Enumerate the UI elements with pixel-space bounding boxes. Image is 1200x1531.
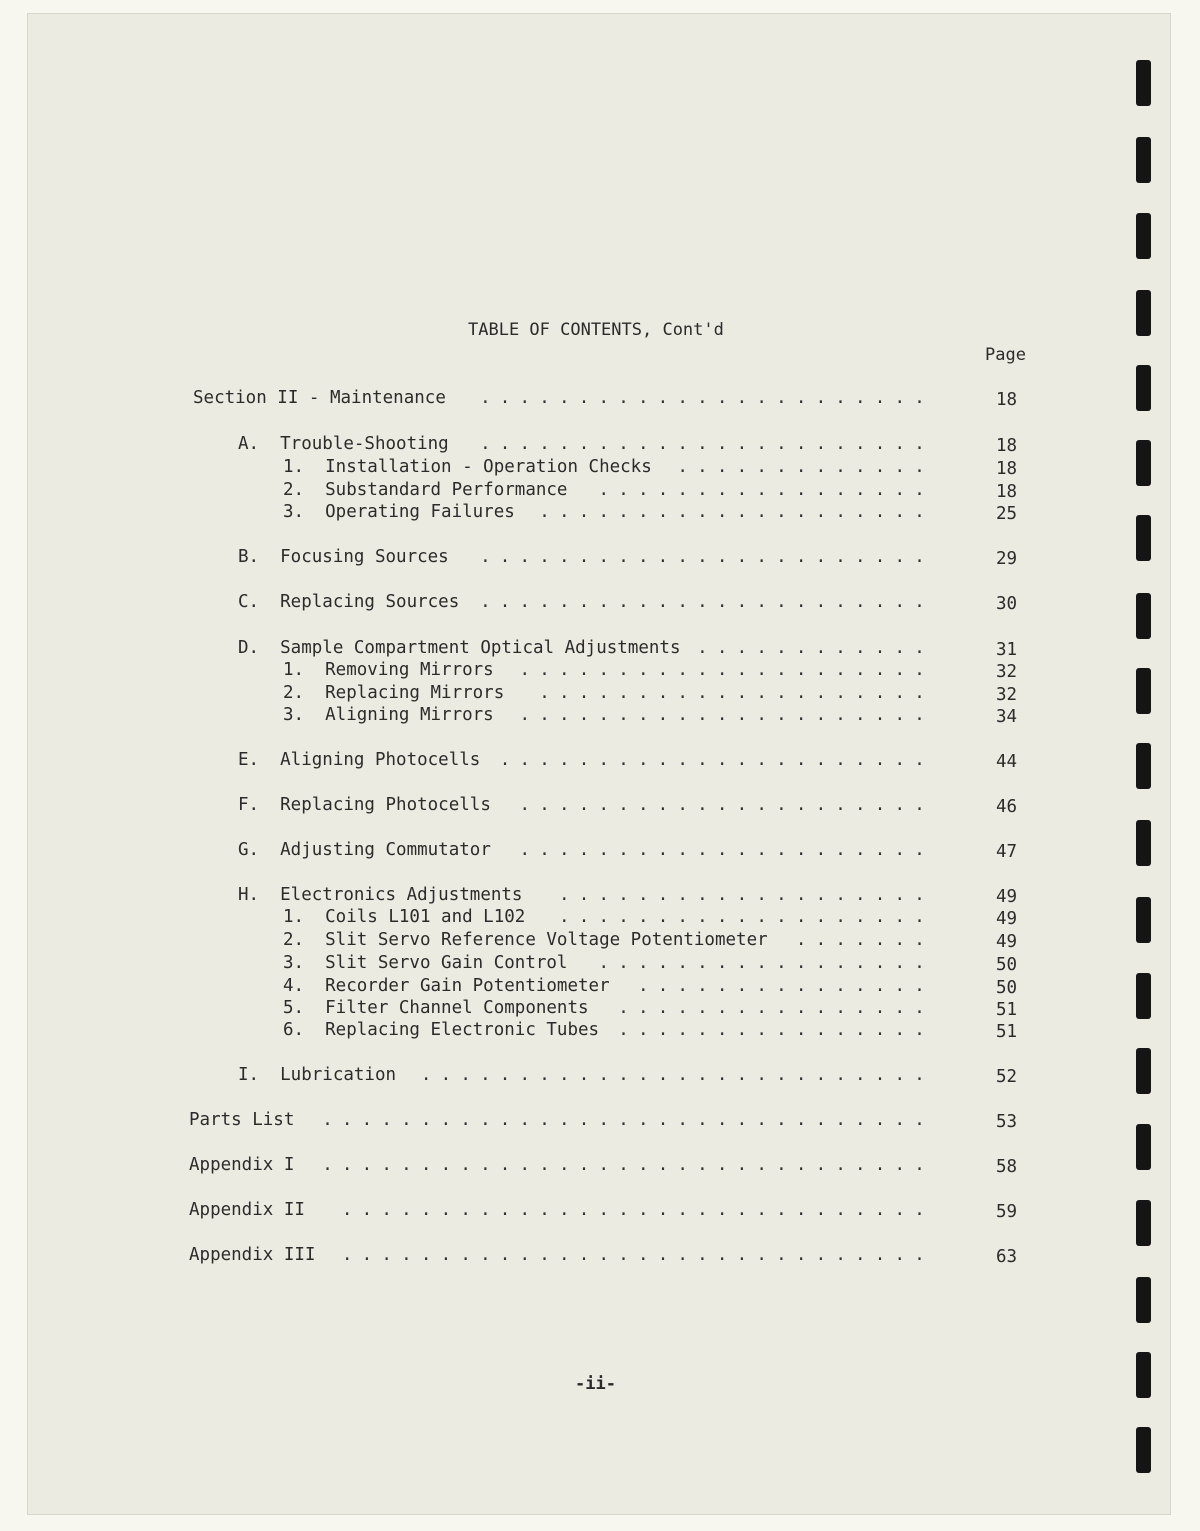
- toc-entry[interactable]: [283, 705, 1000, 729]
- toc-entry[interactable]: [238, 750, 1000, 774]
- toc-entry-page: 49: [996, 887, 1018, 907]
- toc-entry[interactable]: [283, 457, 1000, 481]
- toc-entry-label: B. Focusing Sources: [238, 547, 449, 567]
- toc-entry-page: 63: [996, 1247, 1018, 1267]
- dot-leader: .......................: [480, 592, 934, 612]
- toc-entry-page: 46: [996, 797, 1018, 817]
- dot-leader: .....................: [519, 660, 934, 680]
- dot-leader: .....................: [519, 795, 934, 815]
- dot-leader: ................: [618, 998, 934, 1018]
- toc-entry-label: H. Electronics Adjustments: [238, 885, 523, 905]
- dot-leader: ...............................: [322, 1110, 934, 1130]
- toc-entry[interactable]: [283, 953, 1000, 977]
- dot-leader: ...................: [559, 885, 934, 905]
- toc-entry[interactable]: [238, 638, 1000, 662]
- binder-hole: [1136, 60, 1151, 106]
- toc-entry[interactable]: [283, 907, 1000, 931]
- toc-entry[interactable]: [238, 1065, 1000, 1089]
- toc-entry-label: 1. Removing Mirrors: [283, 660, 494, 680]
- page-title: TABLE OF CONTENTS, Cont'd: [468, 320, 724, 340]
- toc-entry[interactable]: [238, 840, 1000, 864]
- dot-leader: ..........................: [420, 1065, 934, 1085]
- toc-entry[interactable]: [283, 976, 1000, 1000]
- dot-leader: ...............: [637, 976, 934, 996]
- dot-leader: .................: [598, 953, 934, 973]
- dot-leader: ......................: [499, 750, 934, 770]
- binder-hole: [1136, 1124, 1151, 1170]
- toc-entry-label: 1. Installation - Operation Checks: [283, 457, 652, 477]
- dot-leader: .............: [677, 457, 934, 477]
- dot-leader: ................: [618, 1020, 934, 1040]
- binder-hole: [1136, 1352, 1151, 1398]
- dot-leader: ..............................: [341, 1245, 934, 1265]
- toc-entry-page: 44: [996, 752, 1018, 772]
- binder-hole: [1136, 1277, 1151, 1323]
- dot-leader: .................: [598, 480, 934, 500]
- toc-entry-page: 31: [996, 640, 1018, 660]
- binder-hole: [1136, 440, 1151, 486]
- dot-leader: .......................: [480, 388, 934, 408]
- toc-entry[interactable]: [189, 1155, 1000, 1179]
- binder-hole: [1136, 593, 1151, 639]
- page-column-header: Page: [985, 345, 1026, 365]
- toc-entry-page: 18: [996, 482, 1018, 502]
- toc-entry-page: 29: [996, 549, 1018, 569]
- toc-entry[interactable]: [238, 795, 1000, 819]
- toc-entry-page: 32: [996, 662, 1018, 682]
- binder-hole: [1136, 137, 1151, 183]
- toc-entry-page: 50: [996, 955, 1018, 975]
- toc-entry-label: Appendix II: [189, 1200, 305, 1220]
- toc-entry[interactable]: [238, 434, 1000, 458]
- toc-entry-page: 52: [996, 1067, 1018, 1087]
- toc-entry-label: 3. Aligning Mirrors: [283, 705, 494, 725]
- page-number-footer: -ii-: [575, 1374, 616, 1394]
- binder-hole: [1136, 820, 1151, 866]
- toc-entry-page: 51: [996, 1000, 1018, 1020]
- dot-leader: .......: [795, 930, 934, 950]
- dot-leader: ...............................: [322, 1155, 934, 1175]
- toc-entry-label: G. Adjusting Commutator: [238, 840, 491, 860]
- toc-entry-label: 4. Recorder Gain Potentiometer: [283, 976, 610, 996]
- toc-entry-page: 59: [996, 1202, 1018, 1222]
- toc-entry[interactable]: [283, 660, 1000, 684]
- toc-entry-page: 34: [996, 707, 1018, 727]
- toc-entry-label: 2. Slit Servo Reference Voltage Potentiometer: [283, 930, 768, 950]
- dot-leader: .......................: [480, 434, 934, 454]
- toc-entry-page: 53: [996, 1112, 1018, 1132]
- binder-hole: [1136, 743, 1151, 789]
- toc-entry-page: 18: [996, 390, 1018, 410]
- toc-entry-page: 49: [996, 932, 1018, 952]
- toc-entry-label: 5. Filter Channel Components: [283, 998, 589, 1018]
- toc-entry-page: 47: [996, 842, 1018, 862]
- toc-entry-page: 58: [996, 1157, 1018, 1177]
- dot-leader: ....................: [539, 502, 934, 522]
- toc-entry-label: 3. Operating Failures: [283, 502, 515, 522]
- toc-entry-label: 1. Coils L101 and L102: [283, 907, 526, 927]
- toc-entry[interactable]: [283, 998, 1000, 1022]
- toc-entry-label: I. Lubrication: [238, 1065, 397, 1085]
- toc-entry[interactable]: [283, 683, 1000, 707]
- toc-entry[interactable]: [238, 547, 1000, 571]
- toc-entry-page: 32: [996, 685, 1018, 705]
- dot-leader: .....................: [519, 705, 934, 725]
- dot-leader: ..............................: [341, 1200, 934, 1220]
- toc-entry-label: Appendix III: [189, 1245, 316, 1265]
- binder-hole: [1136, 1048, 1151, 1094]
- toc-entry[interactable]: [238, 885, 1000, 909]
- binder-hole: [1136, 290, 1151, 336]
- dot-leader: ....................: [539, 683, 934, 703]
- toc-entry[interactable]: [238, 592, 1000, 616]
- binder-hole: [1136, 1200, 1151, 1246]
- toc-entry[interactable]: [283, 1020, 1000, 1044]
- binder-hole: [1136, 973, 1151, 1019]
- toc-entry-label: E. Aligning Photocells: [238, 750, 481, 770]
- binder-hole: [1136, 897, 1151, 943]
- toc-entry[interactable]: [283, 502, 1000, 526]
- toc-entry[interactable]: [189, 1110, 1000, 1134]
- dot-leader: ............: [697, 638, 934, 658]
- toc-entry-label: Section II - Maintenance: [193, 388, 446, 408]
- toc-entry[interactable]: [283, 930, 1000, 954]
- dot-leader: .....................: [519, 840, 934, 860]
- toc-entry-page: 50: [996, 978, 1018, 998]
- toc-entry-label: Parts List: [189, 1110, 295, 1130]
- toc-entry-page: 18: [996, 436, 1018, 456]
- binder-hole: [1136, 1427, 1151, 1473]
- binder-hole: [1136, 365, 1151, 411]
- toc-entry-page: 51: [996, 1022, 1018, 1042]
- toc-entry-label: 3. Slit Servo Gain Control: [283, 953, 568, 973]
- dot-leader: .......................: [480, 547, 934, 567]
- toc-entry[interactable]: [283, 480, 1000, 504]
- toc-entry-label: F. Replacing Photocells: [238, 795, 491, 815]
- toc-entry-label: 2. Substandard Performance: [283, 480, 568, 500]
- toc-entry-page: 30: [996, 594, 1018, 614]
- toc-entry[interactable]: [189, 1245, 1000, 1269]
- toc-entry-page: 49: [996, 909, 1018, 929]
- toc-entry-label: 2. Replacing Mirrors: [283, 683, 505, 703]
- toc-entry-label: A. Trouble-Shooting: [238, 434, 449, 454]
- dot-leader: ...................: [559, 907, 934, 927]
- toc-entry-page: 25: [996, 504, 1018, 524]
- binder-hole: [1136, 213, 1151, 259]
- binder-hole: [1136, 668, 1151, 714]
- binder-hole: [1136, 515, 1151, 561]
- toc-entry-label: C. Replacing Sources: [238, 592, 460, 612]
- toc-entry[interactable]: [193, 388, 1000, 412]
- toc-entry-page: 18: [996, 459, 1018, 479]
- toc-entry-label: 6. Replacing Electronic Tubes: [283, 1020, 600, 1040]
- toc-entry-label: Appendix I: [189, 1155, 295, 1175]
- toc-entry[interactable]: [189, 1200, 1000, 1224]
- toc-entry-label: D. Sample Compartment Optical Adjustments: [238, 638, 681, 658]
